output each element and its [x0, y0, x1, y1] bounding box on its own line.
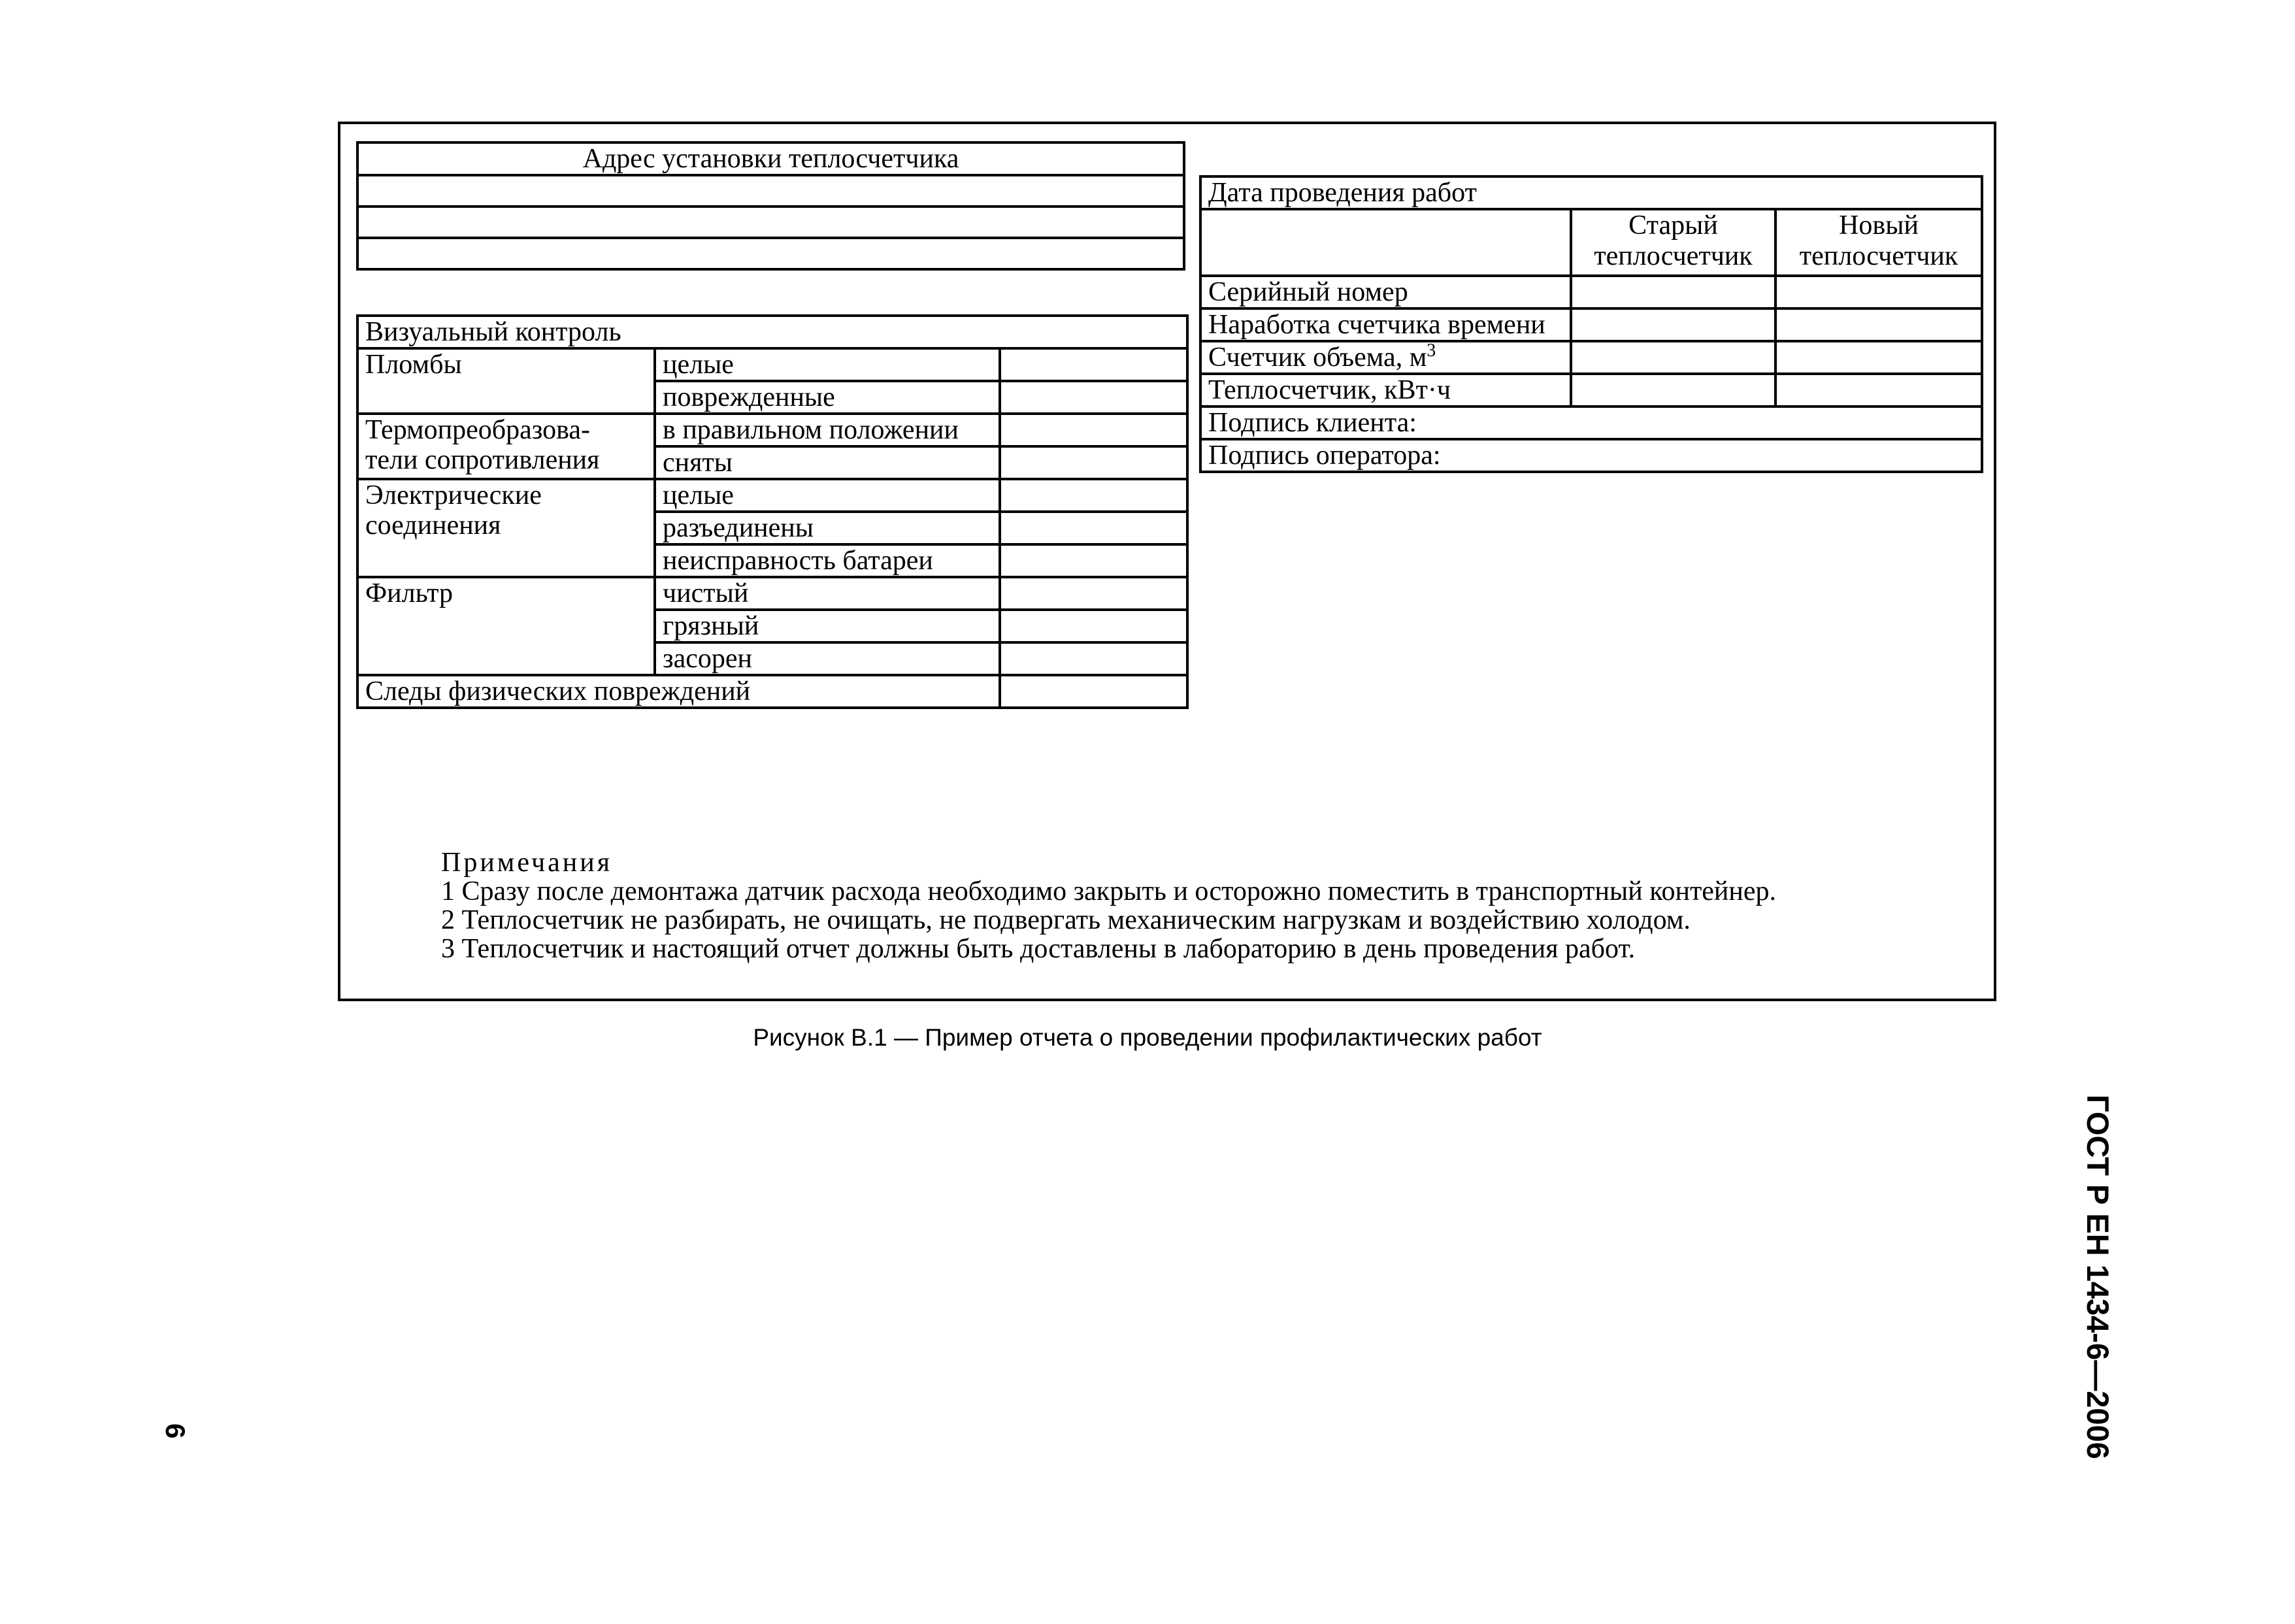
document-code: ГОСТ Р ЕН 1434-6—2006: [2081, 1095, 2115, 1459]
volume-unit-sup: 3: [1427, 341, 1436, 361]
col-old-meter: Старый теплосчетчик: [1571, 209, 1775, 276]
value-cell[interactable]: [1571, 374, 1775, 406]
check-cell[interactable]: [1000, 675, 1187, 708]
value-cell[interactable]: [1775, 374, 1982, 406]
option-label: грязный: [655, 610, 1000, 642]
client-signature[interactable]: Подпись клиента:: [1200, 406, 1982, 439]
option-label: целые: [655, 479, 1000, 512]
physical-damage-label: Следы физических повреждений: [357, 675, 1000, 708]
option-label: поврежденные: [655, 381, 1000, 414]
address-table: [356, 141, 1185, 271]
option-label: засорен: [655, 642, 1000, 675]
check-cell[interactable]: [1000, 577, 1187, 610]
option-label: чистый: [655, 577, 1000, 610]
address-line-1[interactable]: [357, 175, 1184, 207]
value-cell[interactable]: [1571, 308, 1775, 341]
group-label-electrical: Электрические соединения: [357, 479, 655, 577]
corner-cell: [1200, 209, 1571, 276]
check-cell[interactable]: [1000, 414, 1187, 446]
value-cell[interactable]: [1571, 341, 1775, 374]
check-cell[interactable]: [1000, 610, 1187, 642]
check-cell[interactable]: [1000, 479, 1187, 512]
note-item: 1 Сразу после демонтажа датчик расхода необходимо закрыть и осторожно поместить в транспортный контейнер.: [441, 876, 1777, 906]
check-cell[interactable]: [1000, 642, 1187, 675]
check-cell[interactable]: [1000, 446, 1187, 479]
option-label: в правильном положении: [655, 414, 1000, 446]
row-heat-meter: Теплосчетчик, кВт·ч: [1200, 374, 1571, 406]
date-title: Дата проведения работ: [1200, 176, 1982, 209]
notes-title: Примечания: [441, 848, 613, 878]
group-label-sensors: Термопреобразова- тели сопротивления: [357, 414, 655, 479]
page-number: 6: [160, 1423, 191, 1439]
check-cell[interactable]: [1000, 544, 1187, 577]
value-cell[interactable]: [1571, 276, 1775, 308]
visual-control-table: [356, 314, 1189, 709]
option-label: целые: [655, 348, 1000, 381]
option-label: разъединены: [655, 512, 1000, 544]
row-volume-counter: [1200, 341, 1571, 374]
option-label: неисправность батареи: [655, 544, 1000, 577]
row-hour-counter: Наработка счетчика времени: [1200, 308, 1571, 341]
value-cell[interactable]: [1775, 308, 1982, 341]
col-new-meter: Новый теплосчетчик: [1775, 209, 1982, 276]
figure-caption: Рисунок В.1 — Пример отчета о проведении профилактических работ: [753, 1024, 1542, 1051]
address-header: Адрес установки теплосчетчика: [357, 142, 1184, 175]
value-cell[interactable]: [1775, 341, 1982, 374]
group-label-seals: Пломбы: [357, 348, 655, 414]
check-cell[interactable]: [1000, 512, 1187, 544]
check-cell[interactable]: [1000, 381, 1187, 414]
check-cell[interactable]: [1000, 348, 1187, 381]
volume-label: Счетчик объема, м: [1208, 342, 1427, 373]
date-table: [1199, 175, 1983, 473]
group-label-filter: Фильтр: [357, 577, 655, 675]
notes-section: [441, 848, 1776, 963]
note-item: 2 Теплосчетчик не разбирать, не очищать, не подвергать механическим нагрузкам и воздействию холодом.: [441, 905, 1691, 935]
row-serial-number: Серийный номер: [1200, 276, 1571, 308]
operator-signature[interactable]: Подпись оператора:: [1200, 439, 1982, 472]
option-label: сняты: [655, 446, 1000, 479]
address-line-3[interactable]: [357, 238, 1184, 269]
value-cell[interactable]: [1775, 276, 1982, 308]
note-item: 3 Теплосчетчик и настоящий отчет должны быть доставлены в лабораторию в день проведения работ.: [441, 934, 1636, 964]
address-line-2[interactable]: [357, 207, 1184, 238]
visual-control-title: Визуальный контроль: [357, 316, 1187, 348]
